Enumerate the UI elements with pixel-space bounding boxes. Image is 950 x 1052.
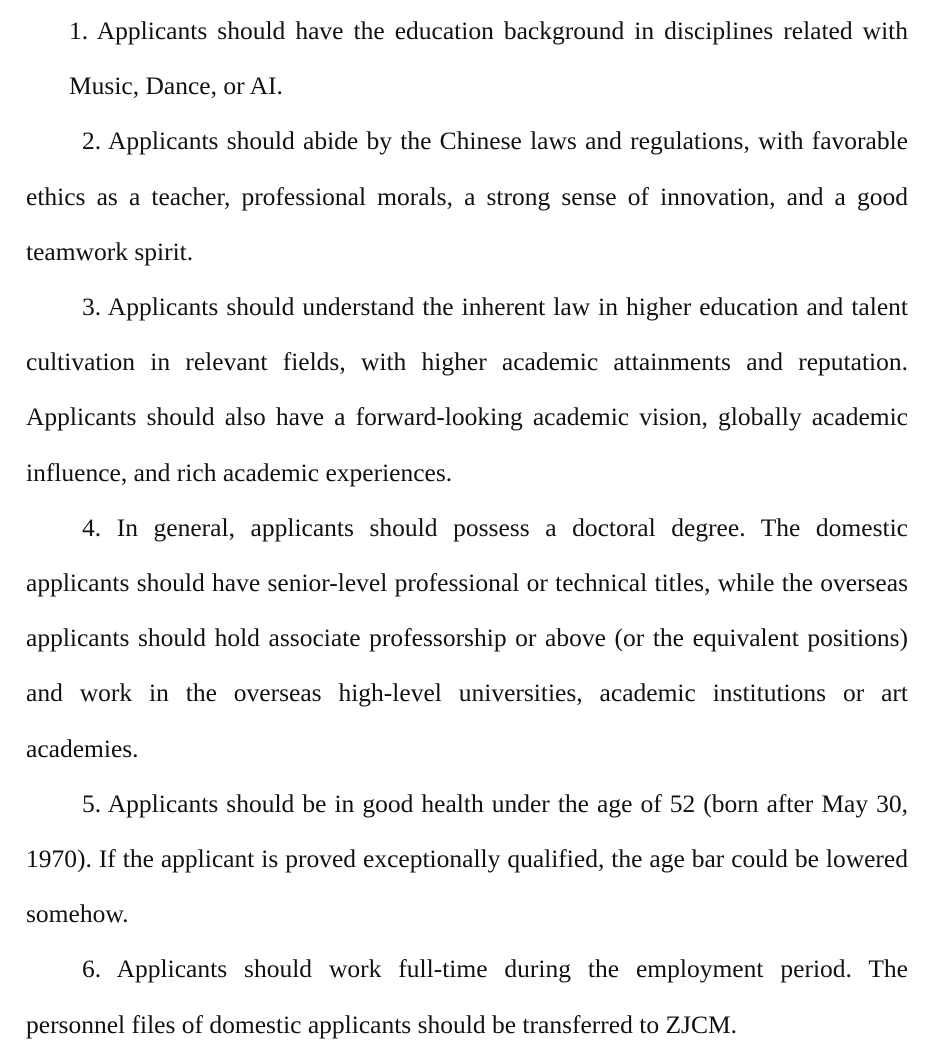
- requirement-item-5: [26, 776, 908, 942]
- requirement-item-2: [26, 113, 908, 279]
- item-text: In general, applicants should possess a doctoral degree. The domestic applicants should have senior-level professional or technical titles, while the overseas applicants should hold associate professorship or above (or the equivalent positions) and work in the overseas high-level universities, academic institutions or art academies.: [26, 512, 908, 763]
- item-text: Applicants should understand the inherent law in higher education and talent cultivation in relevant fields, with higher academic attainments and reputation. Applicants should also have a forward-looking academic vision, globally academic influence, and rich academic experiences.: [26, 292, 908, 487]
- requirement-item-4: [26, 500, 908, 776]
- item-text: Applicants should be in good health under the age of 52 (born after May 30, 1970). If the applicant is proved exceptionally qualified, the age bar could be lowered somehow.: [26, 788, 908, 929]
- requirement-item-6: [26, 941, 908, 1051]
- item-number: 3.: [82, 292, 102, 322]
- item-number: 5.: [82, 788, 102, 818]
- requirements-document: [26, 0, 908, 1052]
- item-text: Applicants should abide by the Chinese laws and regulations, with favorable ethics as a teacher, professional morals, a strong sense of innovation, and a good teamwork spirit.: [26, 126, 908, 266]
- item-number: 2.: [82, 126, 102, 156]
- item-number: 1.: [69, 16, 89, 45]
- item-text: Applicants should work full-time during the employment period. The personnel files of domestic applicants should be transferred to ZJCM.: [26, 954, 909, 1039]
- item-text: Applicants should have the education background in disciplines related with Music, Dance, or AI.: [69, 16, 909, 101]
- item-number: 6.: [82, 954, 102, 984]
- item-number: 4.: [82, 512, 102, 542]
- requirement-item-1: [26, 3, 908, 113]
- requirement-item-3: [26, 279, 908, 500]
